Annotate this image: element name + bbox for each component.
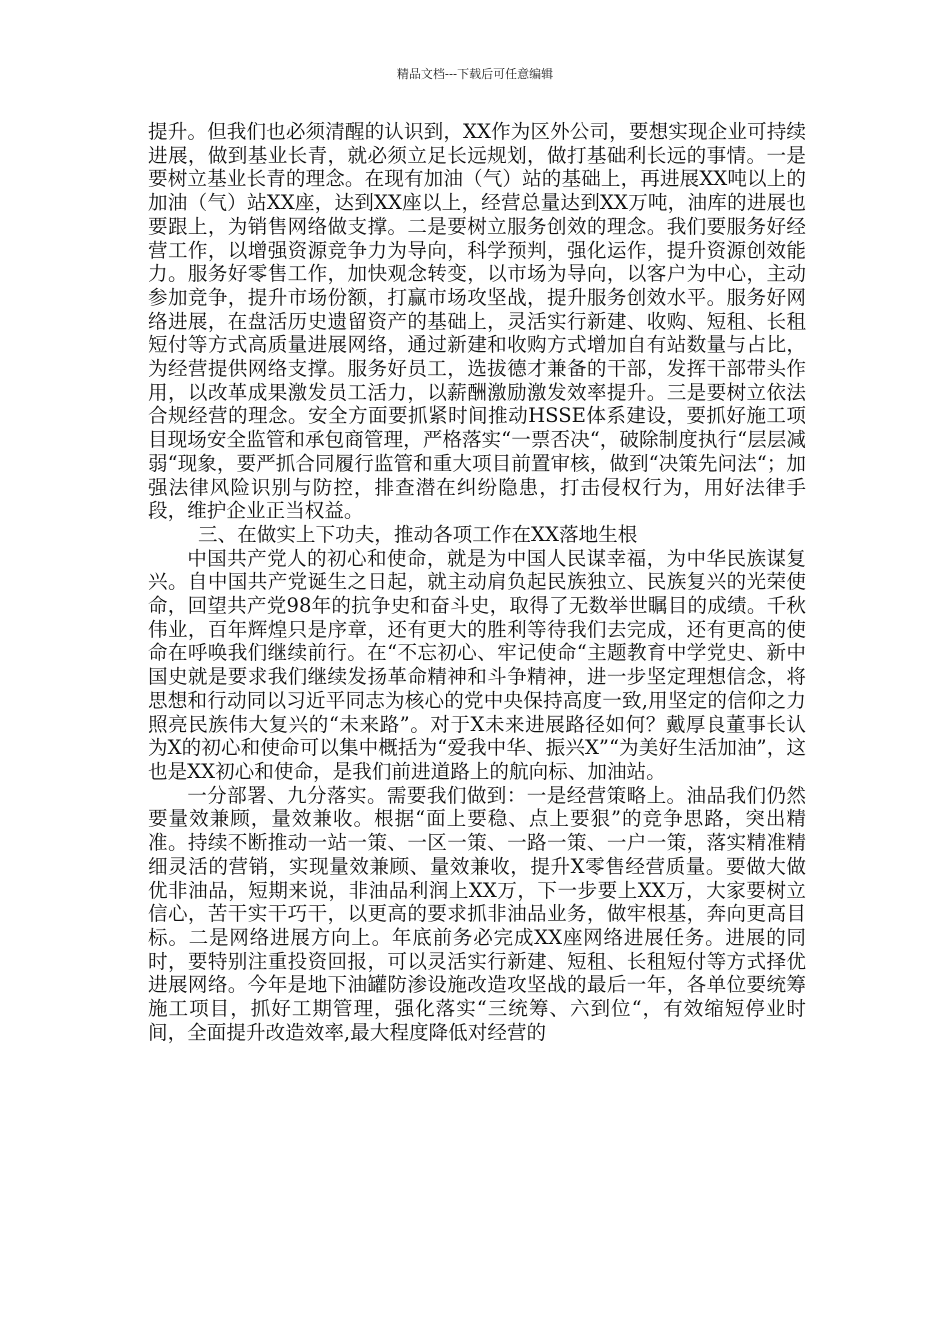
page-header: 精品文档---下载后可任意编辑 [396,67,554,81]
paragraph-continued: 提升。但我们也必须清醒的认识到，XX作为区外公司，要想实现企业可持续进展，做到基业长青，就必须立足长远规划，做打基础利长远的事情。一是要树立基业长青的理念。在现有加油（气）站的基础上，再进展XX吨以上的加油（气）站XX座，达到XX座以上，经营总量达到XX万吨，油库的进展也要跟上，为销售网络做支撑。二是要树立服务创效的理念。我们要服务好经营工作，以增强资源竞争力为导向，科学预判，强化运作，提升资源创效能力。服务好零售工作，加快观念转变，以市场为导向，以客户为中心，主动参加竞争，提升市场份额，打赢市场攻坚战，提升服务创效水平。服务好网络进展，在盘活历史遗留资产的基础上，灵活实行新建、收购、短租、长租短付等方式高质量进展网络，通过新建和收购方式增加自有站数量与占比，为经营提供网络支撑。服务好员工，选拔德才兼备的干部，发挥干部带头作用，以改革成果激发员工活力，以薪酬激励激发效率提升。三是要树立依法合规经营的理念。安全方面要抓紧时间推动HSSE体系建设，要抓好施工项目现场安全监管和承包商管理，严格落实“一票否决“，破除制度执行“层层减弱“现象，要严抓合同履行监管和重大项目前置审核，做到“决策先问法“；加强法律风险识别与防控，排查潜在纠纷隐患，打击侵权行为，用好法律手段，维护企业正当权益。 [148,120,806,523]
section-heading: 三、在做实上下功夫，推动各项工作在XX落地生根 [197,522,638,546]
document-body [148,120,806,1044]
paragraph: 中国共产党人的初心和使命，就是为中国人民谋幸福，为中华民族谋复兴。自中国共产党诞生之日起，就主动肩负起民族独立、民族复兴的光荣使命，回望共产党98年的抗争史和奋斗史，取得了无数举世瞩目的成绩。千秋伟业，百年辉煌只是序章，还有更大的胜利等待我们去完成，还有更高的使命在呼唤我们继续前行。在“不忘初心、牢记使命“主题教育中学党史、新中国史就是要求我们继续发扬革命精神和斗争精神，进一步坚定理想信念，将思想和行动同以习近平同志为核心的党中央保持高度一致,用坚定的信仰之力照亮民族伟大复兴的“未来路”。对于X未来进展路径如何？戴厚良董事长认为X的初心和使命可以集中概括为“爱我中华、振兴X”“为美好生活加油”，这也是XX初心和使命，是我们前进道路上的航向标、加油站。 [148,546,806,783]
paragraph: 一分部署、九分落实。需要我们做到：一是经营策略上。油品我们仍然要量效兼顾，量效兼收。根据“面上要稳、点上要狠”的竞争思路，突出精准。持续不断推动一站一策、一区一策、一路一策、一户一策，落实精准精细灵活的营销，实现量效兼顾、量效兼收，提升X零售经营质量。要做大做优非油品，短期来说，非油品利润上XX万，下一步要上XX万，大家要树立信心，苦干实干巧干，以更高的要求抓非油品业务，做牢根基，奔向更高目标。二是网络进展方向上。年底前务必完成XX座网络进展任务。进展的同时，要特别注重投资回报，可以灵活实行新建、短租、长租短付等方式择优进展网络。今年是地下油罐防渗设施改造攻坚战的最后一年，各单位要统筹施工项目，抓好工期管理，强化落实“三统筹、六到位“，有效缩短停业时间，全面提升改造效率,最大程度降低对经营的 [148,783,806,1044]
